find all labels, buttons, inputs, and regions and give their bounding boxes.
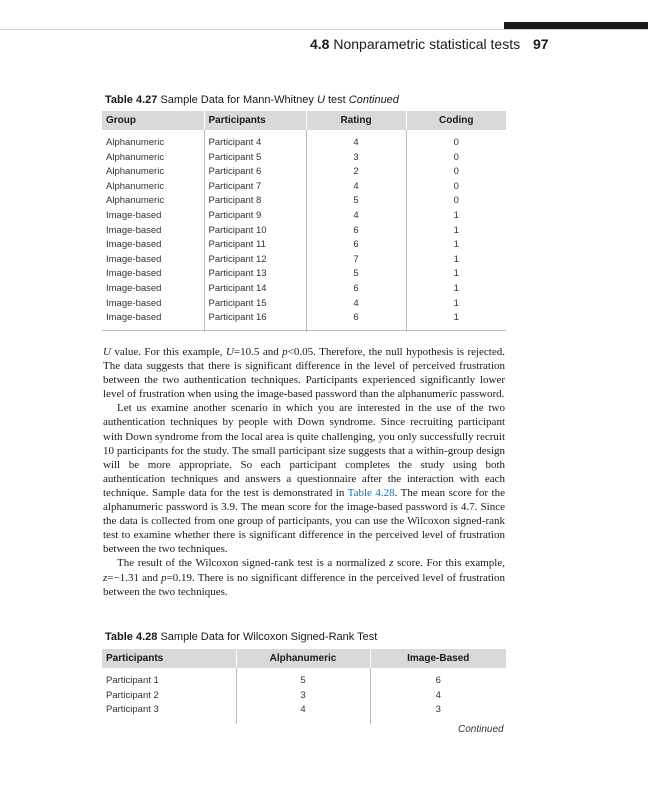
table-cell: 1 xyxy=(453,209,459,221)
section-title: Nonparametric statistical tests xyxy=(333,36,521,52)
table-cell: Participant 12 xyxy=(204,253,306,268)
header-rule xyxy=(0,29,648,30)
table-cell: Participant 2 xyxy=(102,689,236,704)
col-header-alphanumeric: Alphanumeric xyxy=(236,649,370,668)
table-cell: 1 xyxy=(453,268,459,280)
section-number: 4.8 xyxy=(310,36,330,52)
table-cell: 3 xyxy=(306,151,406,166)
table-cell: Alphanumeric xyxy=(102,180,204,195)
table-cell: 1 xyxy=(453,239,459,251)
table-cell: 6 xyxy=(306,282,406,297)
paragraph-1 xyxy=(103,345,505,401)
table-cell: 1 xyxy=(453,224,459,236)
table-cell: 5 xyxy=(306,194,406,209)
table-cell: 0 xyxy=(453,166,459,178)
text: value. For this example, xyxy=(110,346,226,358)
running-head xyxy=(310,36,520,52)
table-row xyxy=(102,253,506,268)
table-4-27-caption xyxy=(105,94,399,106)
text: The result of the Wilcoxon signed-rank test is a normalized xyxy=(117,557,390,570)
table-cell: Participant 16 xyxy=(204,311,306,332)
table-title: Sample Data for Wilcoxon Signed-Rank Test xyxy=(160,631,378,643)
table-cell: Alphanumeric xyxy=(102,194,204,209)
table-cell: Participant 14 xyxy=(204,282,306,297)
var-p: p xyxy=(282,346,288,358)
table-cell: 3 xyxy=(435,704,441,716)
text: =−1.31 and xyxy=(107,571,162,584)
table-cell: 4 xyxy=(306,297,406,312)
table-cell: 6 xyxy=(306,238,406,253)
table-title-rest: test xyxy=(324,94,349,106)
text: =10.5 and xyxy=(233,346,283,358)
table-row xyxy=(102,130,506,151)
table-cell: Participant 4 xyxy=(204,130,306,151)
table-cell: 1 xyxy=(453,297,459,309)
text: =0.19. There is no significant difference in the perceived level of frustration between the two techniques. xyxy=(103,571,505,598)
table-cell: 4 xyxy=(236,703,370,724)
table-mann-whitney xyxy=(102,111,506,332)
table-cell: Image-based xyxy=(102,209,204,224)
table-row xyxy=(102,668,506,689)
table-cell: Image-based xyxy=(102,238,204,253)
table-row xyxy=(102,224,506,239)
table-cell: Participant 15 xyxy=(204,297,306,312)
table-cell: 3 xyxy=(236,689,370,704)
table-cell: 5 xyxy=(236,668,370,689)
table-cell: 6 xyxy=(435,675,441,686)
table-row xyxy=(102,311,506,332)
var-z: z xyxy=(103,571,108,584)
table-cell: Image-based xyxy=(102,297,204,312)
table-row xyxy=(102,209,506,224)
table-cell: Participant 10 xyxy=(204,224,306,239)
table-cell: 4 xyxy=(306,209,406,224)
table-row xyxy=(102,267,506,282)
var-p: p xyxy=(161,571,167,584)
table-cell: 2 xyxy=(306,165,406,180)
col-header-coding: Coding xyxy=(406,111,506,130)
table-cell: 1 xyxy=(453,312,459,324)
body-text xyxy=(103,345,505,599)
continued-label: Continued xyxy=(458,724,504,735)
text: score. For this example, xyxy=(393,557,505,570)
table-bottom-rule xyxy=(102,330,506,331)
var-z: z xyxy=(389,557,394,570)
table-row xyxy=(102,238,506,253)
table-cell: 7 xyxy=(306,253,406,268)
table-row xyxy=(102,194,506,209)
table-row xyxy=(102,703,506,724)
table-cell: Participant 1 xyxy=(102,668,236,689)
table-4-28-caption xyxy=(105,631,377,643)
table-cell: 1 xyxy=(453,253,459,265)
table-wilcoxon xyxy=(102,649,506,724)
table-link[interactable]: Table 4.28 xyxy=(347,486,395,499)
table-cell: 0 xyxy=(453,151,459,163)
table-cell: Participant 5 xyxy=(204,151,306,166)
table-row xyxy=(102,165,506,180)
var-u: U xyxy=(103,346,111,358)
table-header-row xyxy=(102,649,506,668)
table-title: Sample Data for Mann-Whitney xyxy=(160,94,317,106)
table-cell: 0 xyxy=(453,195,459,207)
table-cell: 1 xyxy=(453,282,459,294)
table-cell: 4 xyxy=(435,689,441,701)
table-cell: Participant 3 xyxy=(102,703,236,724)
table-cell: 0 xyxy=(453,137,459,148)
col-header-participants: Participants xyxy=(204,111,306,130)
table-cell: 0 xyxy=(453,180,459,192)
table-cell: Alphanumeric xyxy=(102,130,204,151)
table-label: Table 4.28 xyxy=(105,631,158,643)
col-header-participants: Participants xyxy=(102,649,236,668)
col-header-group: Group xyxy=(102,111,204,130)
col-header-image-based: Image-Based xyxy=(370,649,506,668)
table-cell: Participant 9 xyxy=(204,209,306,224)
table-title-u: U xyxy=(316,94,325,106)
table-cell: Participant 7 xyxy=(204,180,306,195)
page-number: 97 xyxy=(533,36,549,52)
text: . The mean score for the alphanumeric password is 3.9. The mean score for the image-based password is 4.7. Since the data is collected from one group of participants, you can use the Wilcoxon signed-rank test to examine whether there is significant difference in the perceived level of frustration between the two techniques. xyxy=(103,486,505,556)
table-cell: Participant 13 xyxy=(204,267,306,282)
var-u: U xyxy=(225,346,234,358)
table-row xyxy=(102,689,506,704)
table-cell: Image-based xyxy=(102,311,204,332)
table-row xyxy=(102,180,506,195)
table-cell: 6 xyxy=(306,311,406,332)
table-cell: 4 xyxy=(306,180,406,195)
table-cell: Participant 8 xyxy=(204,194,306,209)
table-cell: Image-based xyxy=(102,267,204,282)
table-row xyxy=(102,151,506,166)
table-cell: Alphanumeric xyxy=(102,151,204,166)
text: <0.05. Therefore, the null hypothesis is rejected. The data suggests that there is significant difference in the level of perceived frustration between the two authentication techniques. Participants experienced significantly lower level of frustration when using the image-based password than the alphanumeric password. xyxy=(103,346,505,401)
table-cell: 6 xyxy=(306,224,406,239)
table-cell: Alphanumeric xyxy=(102,165,204,180)
table-row xyxy=(102,282,506,297)
table-cell: 5 xyxy=(306,267,406,282)
table-cell: Image-based xyxy=(102,253,204,268)
paragraph-3 xyxy=(103,556,505,598)
table-cell: Participant 11 xyxy=(204,238,306,253)
header-bar xyxy=(504,22,648,29)
table-cell: Participant 6 xyxy=(204,165,306,180)
table-cell: Image-based xyxy=(102,282,204,297)
paragraph-2 xyxy=(103,401,505,556)
table-label: Table 4.27 xyxy=(105,94,158,106)
table-header-row xyxy=(102,111,506,130)
table-cell: Image-based xyxy=(102,224,204,239)
table-cell: 4 xyxy=(306,130,406,151)
table-title-continued: Continued xyxy=(348,94,399,106)
table-row xyxy=(102,297,506,312)
text: Let us examine another scenario in which you are interested in the use of the two authentication techniques by people with Down syndrome. Since recruiting participant with Down syndrome from the local area is quite challenging, you only successfully recruit 10 participants for the study. The small participant size suggests that a within-group design will be more appropriate. So each participant completes the study using both authentication techniques and answers a questionnaire after the interaction with each technique. Sample data for the test is demonstrated in xyxy=(103,402,506,499)
col-header-rating: Rating xyxy=(306,111,406,130)
